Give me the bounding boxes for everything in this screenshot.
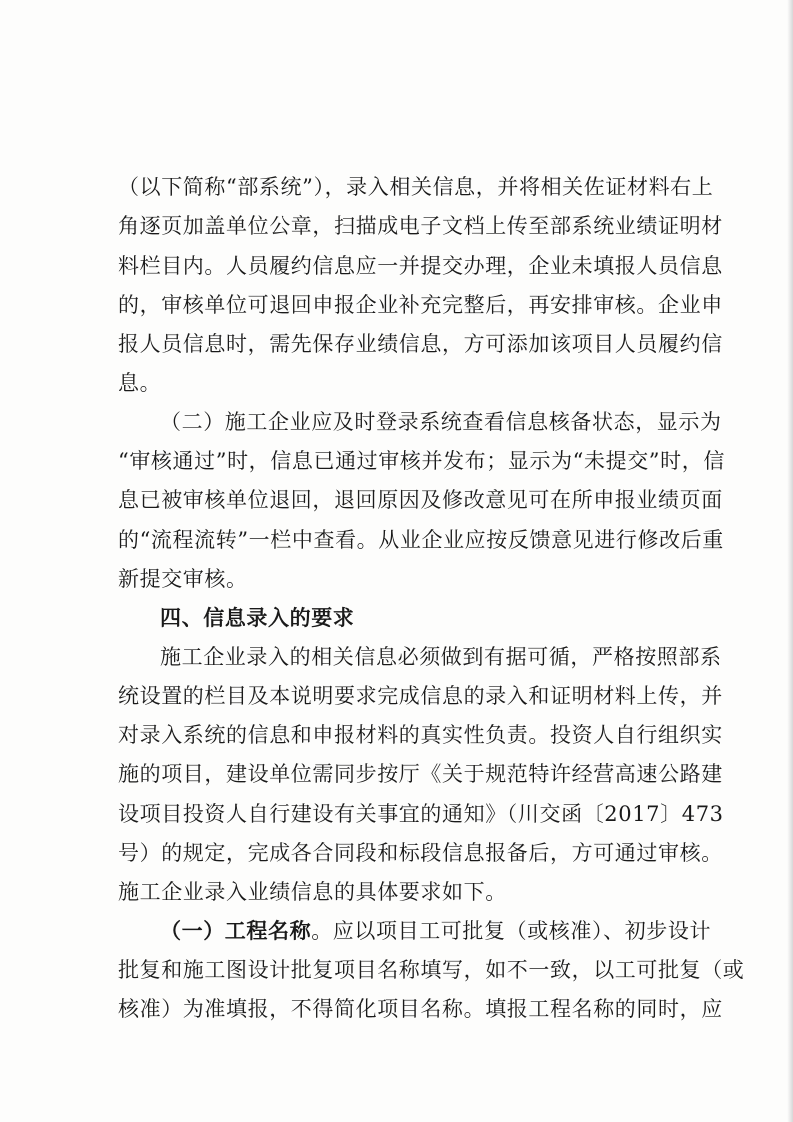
text-line: 角逐页加盖单位公章，扫描成电子文档上传至部系统业绩证明材 [118, 214, 723, 238]
paragraph-first-line [160, 916, 712, 946]
text-line: 施的项目，建设单位需同步按厅《关于规范特许经营高速公路建 [118, 762, 723, 786]
text-line: 设项目投资人自行建设有关事宜的通知》（川交函〔2017〕473 [118, 802, 724, 826]
text-line: 核准）为准填报，不得简化项目名称。填报工程名称的同时，应 [118, 997, 723, 1021]
section-heading: 四、信息录入的要求 [160, 606, 355, 630]
text-line: 施工企业录入业绩信息的具体要求如下。 [118, 880, 507, 904]
text-line: 统设置的栏目及本说明要求完成信息的录入和证明材料上传，并 [118, 684, 723, 708]
text-line: 料栏目内。人员履约信息应一并提交办理，企业未填报人员信息 [118, 254, 723, 278]
subsection-text: 。应以项目工可批复（或核准）、初步设计 [311, 919, 712, 943]
subsection-lead: （一）工程名称 [160, 919, 312, 943]
text-line: “审核通过”时，信息已通过审核并发布；显示为“未提交”时，信 [118, 449, 725, 473]
text-line: 对录入系统的信息和申报材料的真实性负责。投资人自行组织实 [118, 723, 723, 747]
text-line: 新提交审核。 [118, 567, 248, 591]
text-line: 号）的规定，完成各合同段和标段信息报备后，方可通过审核。 [118, 841, 723, 865]
text-line: （以下简称“部系统”），录入相关信息，并将相关佐证材料右上 [118, 175, 714, 199]
scan-edge-shadow [787, 0, 793, 1122]
text-line: 报人员信息时，需先保存业绩信息，方可添加该项目人员履约信 [118, 332, 723, 356]
paragraph-first-line: 施工企业录入的相关信息必须做到有据可循，严格按照部系 [160, 645, 722, 669]
text-line: 批复和施工图设计批复项目名称填写，如不一致，以工可批复（或 [118, 958, 745, 982]
text-line: 的“流程流转”一栏中查看。从业企业应按反馈意见进行修改后重 [118, 528, 724, 552]
text-line: 息已被审核单位退回，退回原因及修改意见可在所申报业绩页面 [118, 488, 723, 512]
text-line: 息。 [118, 371, 162, 395]
paragraph-first-line: （二）施工企业应及时登录系统查看信息核备状态，显示为 [160, 410, 722, 434]
text-line: 的，审核单位可退回申报企业补充完整后，再安排审核。企业申 [118, 293, 723, 317]
